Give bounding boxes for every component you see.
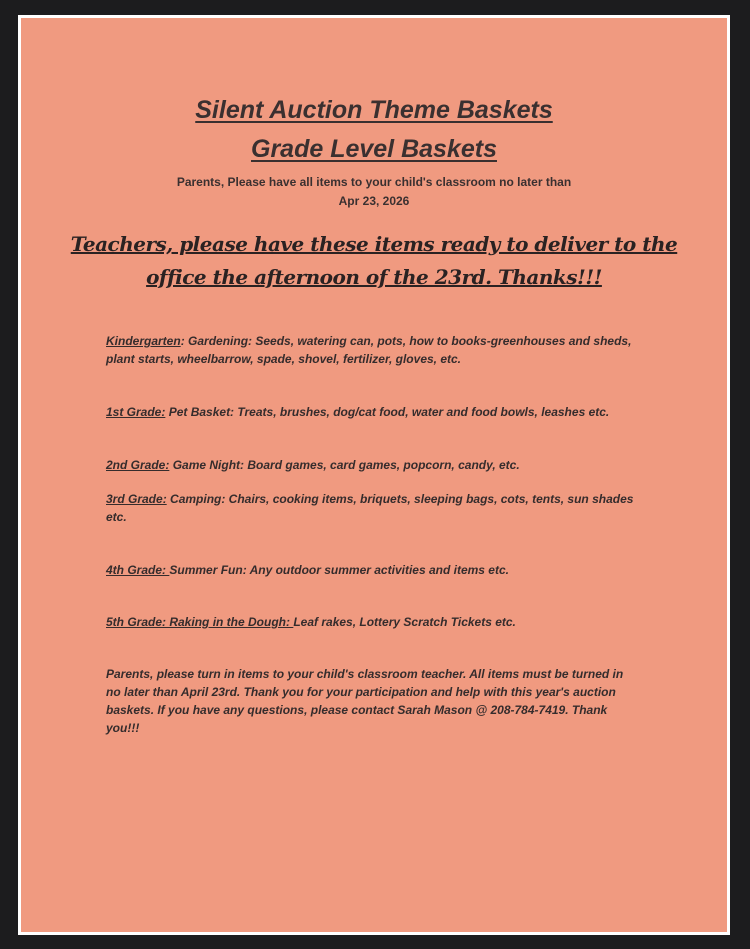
grade-label: 4th Grade: [106, 563, 170, 577]
grade-label: 1st Grade: [106, 405, 166, 419]
grade-4th [106, 561, 646, 579]
grade-1st [106, 403, 646, 421]
closing-paragraph: Parents, please turn in items to your child's classroom teacher. All items must be turned in no later than April 23rd. Thank you for your participation and help with this year's auction baskets. If you have any questions, please contact Sarah Mason @ 208-784-7419. Thank you!!! [106, 667, 624, 735]
grade-text: Camping: Chairs, cooking items, briquets, sleeping bags, cots, tents, sun shades etc. [106, 492, 634, 524]
teachers-note-line-1: Teachers, please have these items ready to deliver to the [70, 232, 678, 256]
grade-text: : Gardening: Seeds, watering can, pots, how to books-greenhouses and sheds, plant starts, wheelbarrow, spade, shovel, fertilizer, gloves, etc. [106, 334, 632, 366]
grade-label: 5th Grade: Raking in the Dough: [106, 615, 294, 629]
grade-label: Kindergarten [106, 334, 181, 348]
grade-text: Leaf rakes, Lottery Scratch Tickets etc. [293, 615, 516, 629]
subtitle-line-1: Parents, Please have all items to your child's classroom no later than [176, 175, 572, 189]
title-line-2: Grade Level Baskets [251, 135, 497, 163]
grade-2nd [106, 456, 646, 474]
grade-text: Pet Basket: Treats, brushes, dog/cat food, water and food bowls, leashes etc. [165, 405, 610, 419]
subtitle-date: Apr 23, 2026 [338, 194, 410, 208]
grade-text: Summer Fun: Any outdoor summer activities and items etc. [169, 563, 509, 577]
teachers-note-line-2: office the afternoon of the 23rd. Thanks!!! [146, 265, 602, 289]
grade-label: 3rd Grade: [106, 492, 167, 506]
grade-3rd [106, 490, 646, 526]
flyer [21, 18, 727, 932]
grade-text: Game Night: Board games, card games, popcorn, candy, etc. [169, 458, 520, 472]
grade-5th [106, 613, 646, 631]
title-line-1: Silent Auction Theme Baskets [195, 96, 553, 124]
grade-label: 2nd Grade: [106, 458, 170, 472]
grade-kindergarten [106, 332, 646, 368]
